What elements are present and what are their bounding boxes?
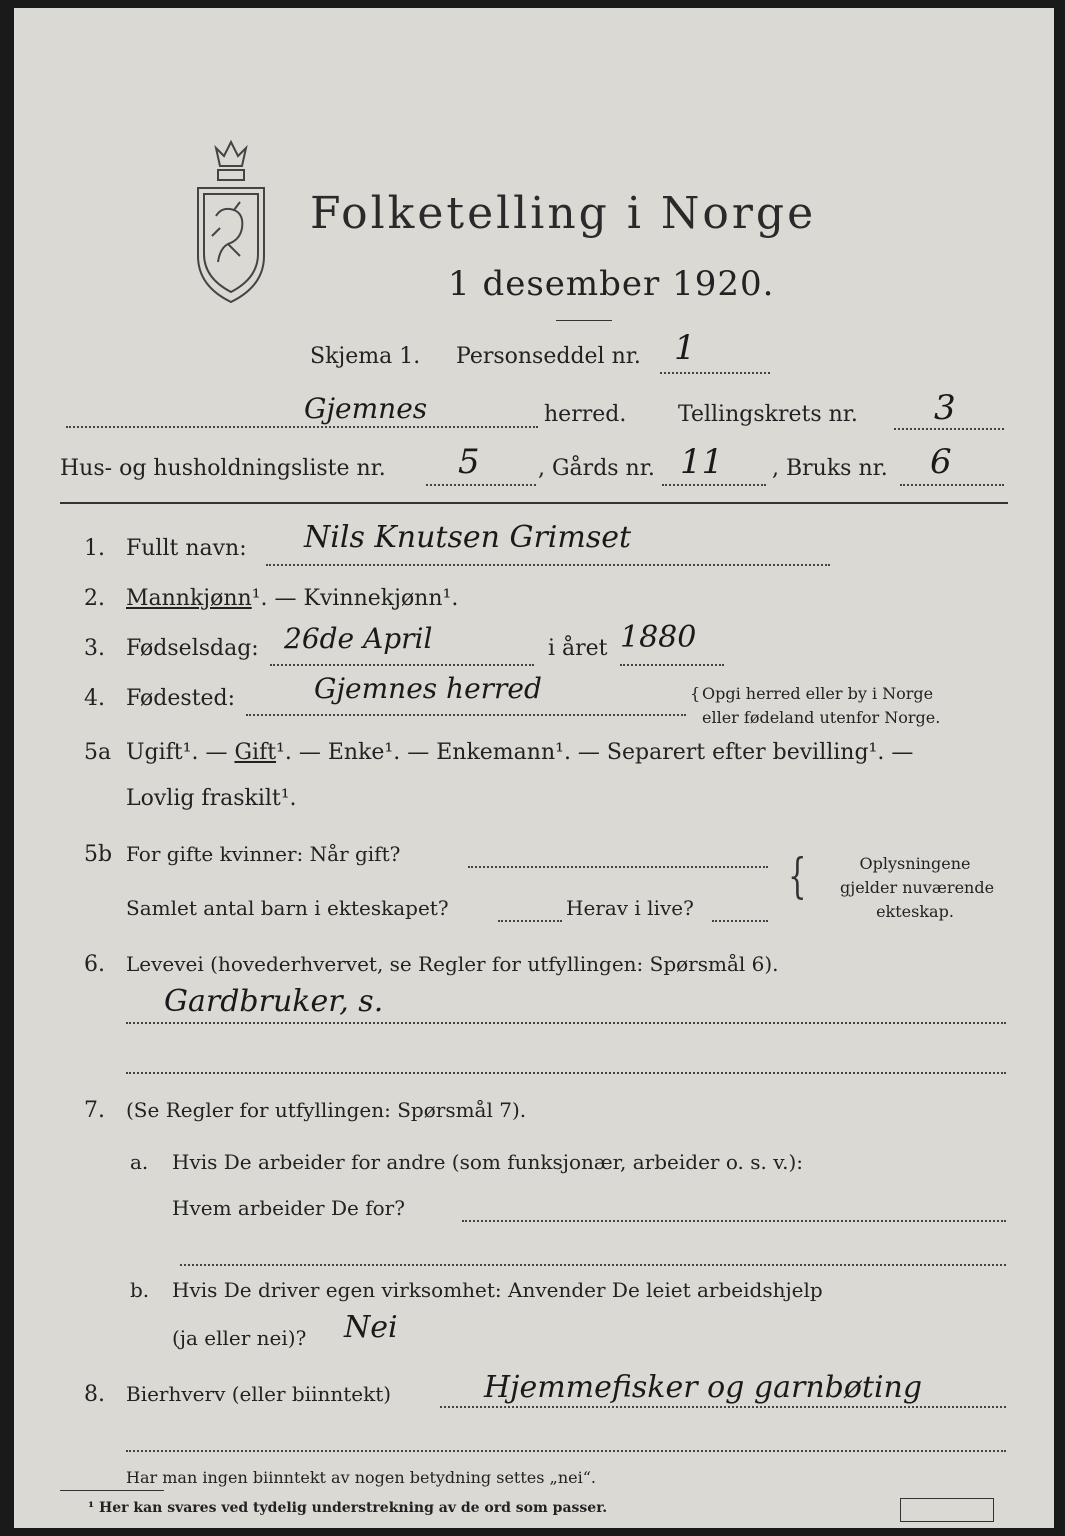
birthplace-note-1: Opgi herred eller by i Norge [702, 684, 934, 703]
civil-status-rest: ¹. — Enke¹. — Enkemann¹. — Separert efter bevilling¹. — [276, 740, 914, 765]
side-income-label: Bierhverv (eller biinntekt) [126, 1382, 392, 1406]
census-form [14, 8, 1054, 1528]
marriage-note-3: ekteskap. [876, 902, 954, 921]
q4-label: Fødested: [126, 686, 236, 711]
occupation-value: Gardbruker, s. [164, 984, 384, 1019]
skjema-label: Skjema 1. [310, 344, 421, 369]
marriage-note-1: Oplysningene [859, 854, 971, 873]
birthyear-value: 1880 [620, 620, 697, 655]
personseddel-value: 1 [674, 328, 696, 368]
children-alive-label: Herav i live? [566, 896, 694, 920]
male-option: Mannkjønn [126, 586, 252, 611]
bruks-label: , Bruks nr. [772, 456, 888, 481]
archive-stamp [900, 1498, 994, 1522]
marriage-bracket: { [788, 848, 807, 904]
q7-number: 7. [84, 1098, 105, 1123]
q7b-letter: b. [130, 1278, 150, 1302]
personseddel-label: Personseddel nr. [456, 344, 641, 369]
herred-value: Gjemnes [304, 392, 428, 425]
divorced-option: Lovlig fraskilt¹. [126, 786, 297, 811]
marriage-note-2: gjelder nuværende [840, 878, 995, 897]
tellingskrets-value: 3 [934, 388, 956, 428]
birthplace-note-2: eller fødeland utenfor Norge. [702, 708, 941, 727]
form-date: 1 desember 1920. [448, 264, 775, 304]
title-divider [556, 320, 612, 321]
ugift-option: Ugift¹. — [126, 740, 235, 765]
side-income-note: Har man ingen biinntekt av nogen betydning settes „nei“. [126, 1468, 596, 1487]
q6-number: 6. [84, 952, 105, 977]
gards-label: , Gårds nr. [538, 456, 655, 481]
bruks-value: 6 [930, 442, 952, 482]
birthplace-value: Gjemnes herred [314, 672, 542, 705]
children-total-label: Samlet antal barn i ekteskapet? [126, 896, 449, 920]
q7a-letter: a. [130, 1150, 149, 1174]
female-option: Kvinnekjønn¹. [303, 586, 459, 611]
full-name-value: Nils Knutsen Grimset [304, 520, 632, 555]
gards-value: 11 [680, 442, 724, 482]
q3-number: 3. [84, 636, 105, 661]
q8-number: 8. [84, 1382, 105, 1407]
q7b-line2: (ja eller nei)? [172, 1326, 307, 1350]
birthplace-bracket: { [690, 684, 701, 703]
q1-number: 1. [84, 536, 105, 561]
q2-separator: ¹. — [251, 586, 304, 611]
tellingskrets-label: Tellingskrets nr. [678, 402, 858, 427]
herred-label: herred. [544, 402, 627, 427]
husliste-label: Hus- og husholdningsliste nr. [60, 456, 386, 481]
q7a-line1: Hvis De arbeider for andre (som funksjonær, arbeider o. s. v.): [172, 1150, 804, 1174]
year-label: i året [548, 636, 608, 661]
q5b-number: 5b [84, 842, 113, 867]
footnote-divider [60, 1490, 164, 1491]
q3-label: Fødselsdag: [126, 636, 259, 661]
occupation-label: Levevei (hovederhvervet, se Regler for utfyllingen: Spørsmål 6). [126, 952, 779, 976]
birthdate-value: 26de April [284, 622, 433, 655]
header-divider [60, 502, 1008, 504]
married-women-label: For gifte kvinner: Når gift? [126, 842, 401, 866]
q7a-line2: Hvem arbeider De for? [172, 1196, 405, 1220]
q1-label: Fullt navn: [126, 536, 247, 561]
footnote: ¹ Her kan svares ved tydelig understrekning av de ord som passer. [88, 1500, 608, 1516]
hired-help-value: Nei [344, 1310, 398, 1345]
q2-number: 2. [84, 586, 105, 611]
q7b-line1: Hvis De driver egen virksomhet: Anvender De leiet arbeidshjelp [172, 1278, 823, 1302]
side-income-value: Hjemmefisker og garnbøting [484, 1370, 923, 1405]
q7-label: (Se Regler for utfyllingen: Spørsmål 7). [126, 1098, 527, 1122]
husliste-value: 5 [458, 442, 480, 482]
q4-number: 4. [84, 686, 105, 711]
form-title: Folketelling i Norge [310, 188, 817, 239]
gift-option: Gift [234, 740, 277, 765]
q5a-number: 5a [84, 740, 112, 765]
coat-of-arms-icon [190, 136, 272, 308]
